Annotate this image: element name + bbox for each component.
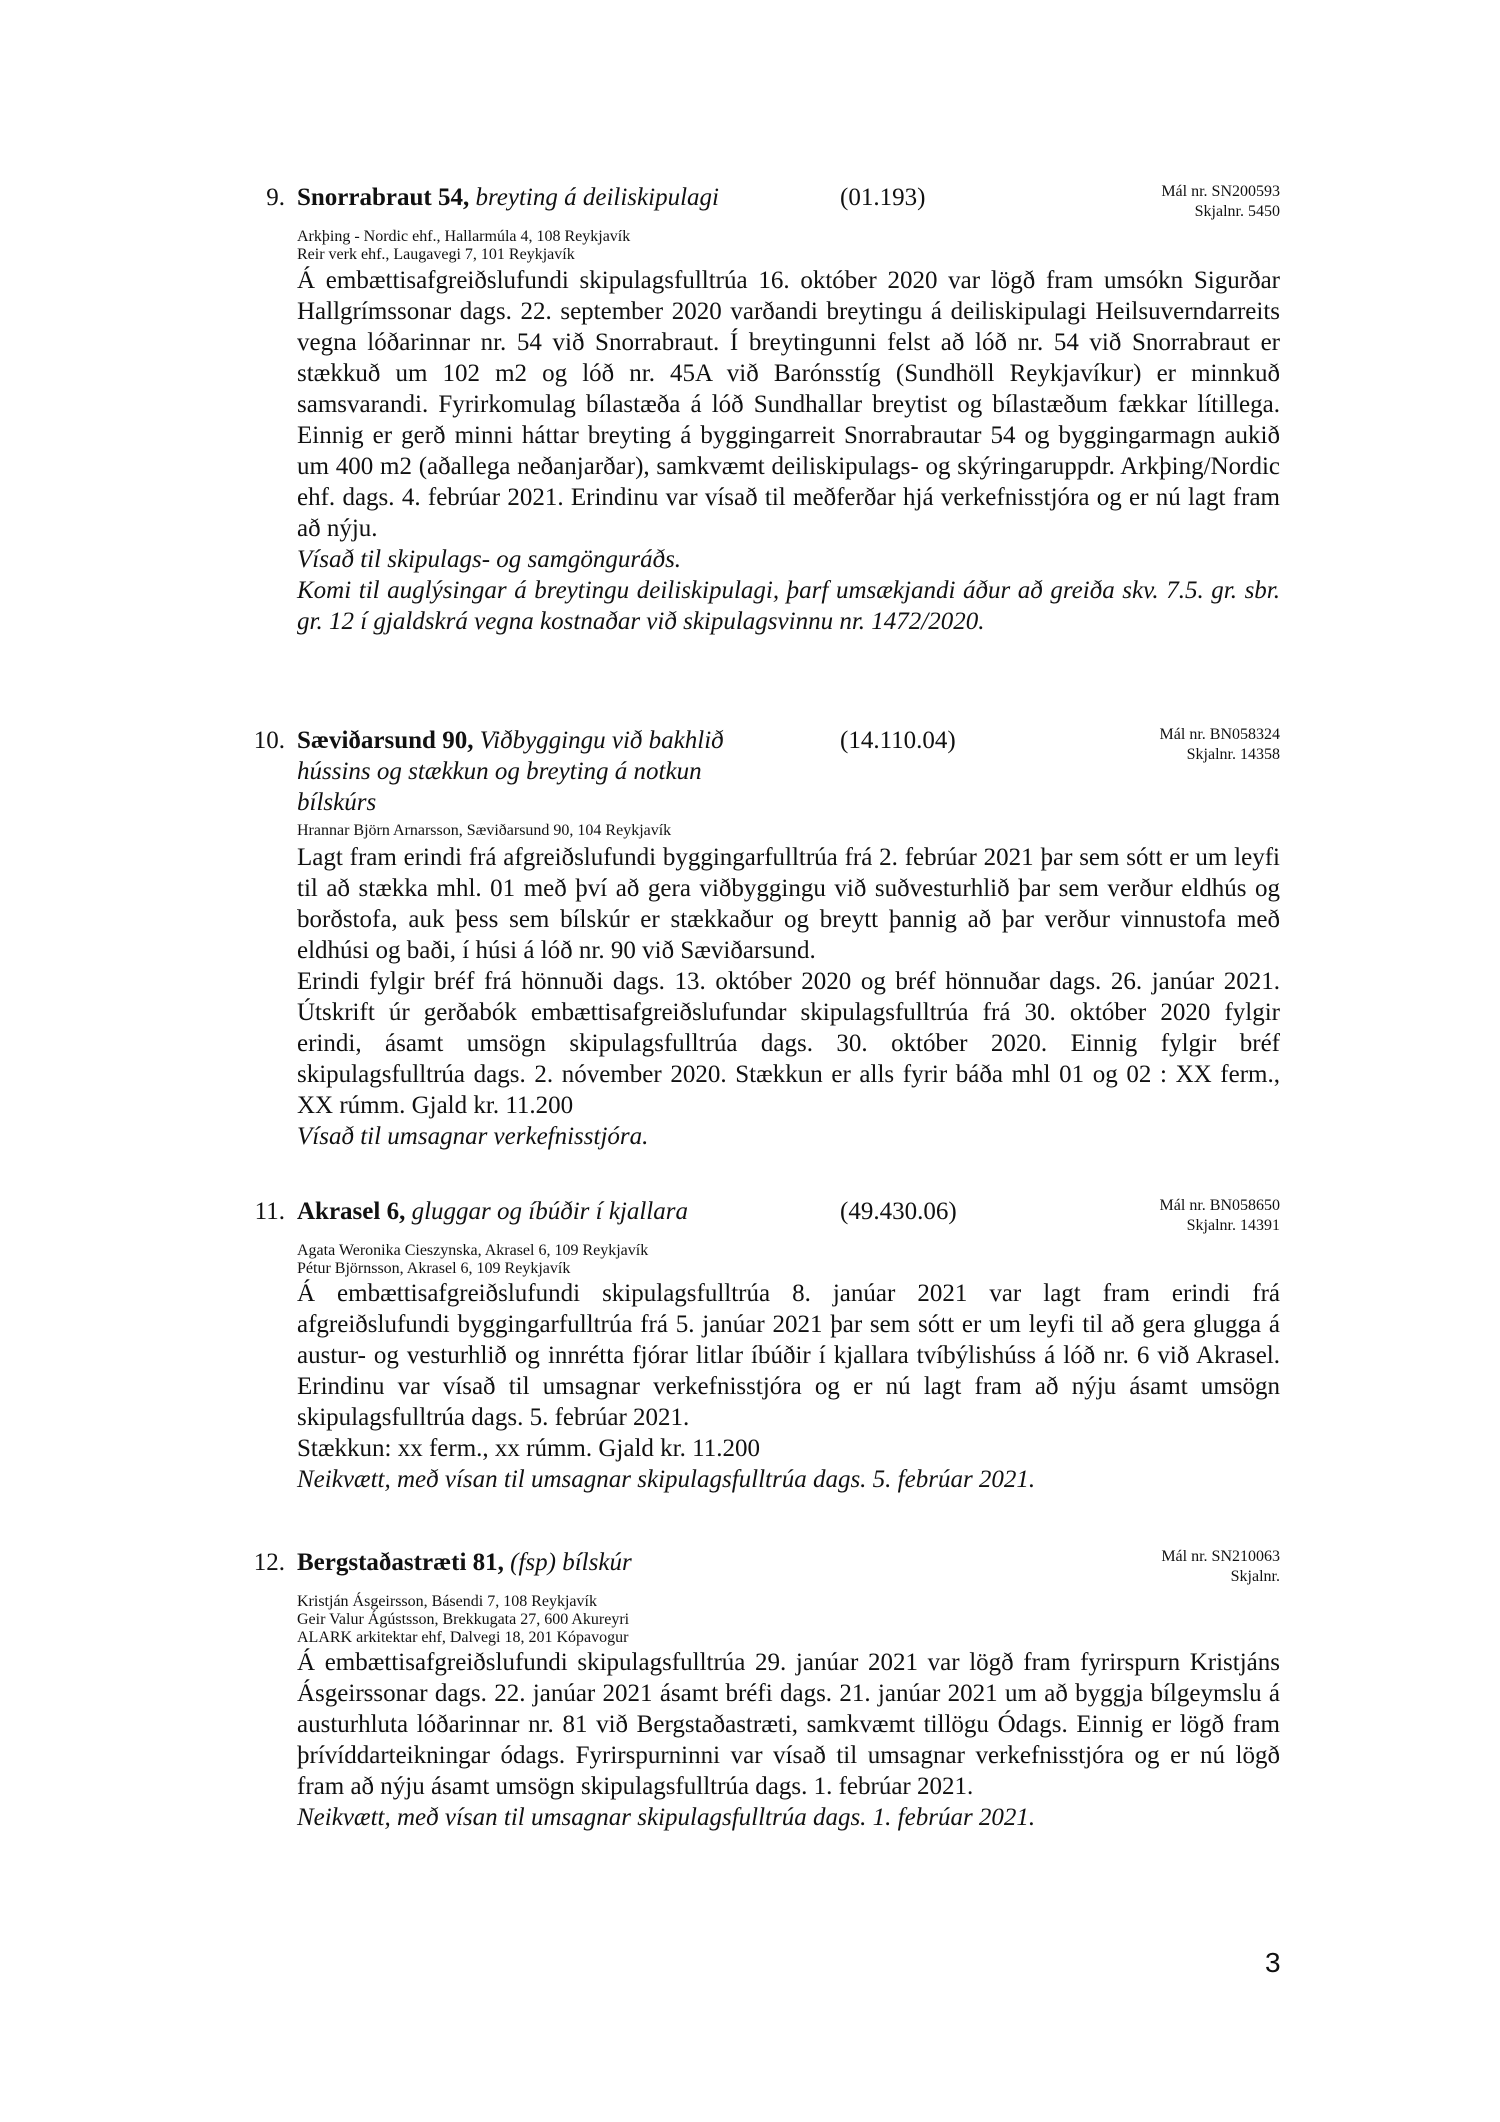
applicant: Geir Valur Ágústsson, Brekkugata 27, 600 Akureyri <box>297 1611 630 1628</box>
item-reference <box>1161 182 1280 222</box>
item-title <box>297 182 777 213</box>
item-reference <box>1160 725 1280 765</box>
item-address: Sæviðarsund 90, <box>297 727 474 754</box>
document-number: Skjalnr. 14358 <box>1186 746 1280 763</box>
item-number: 12. <box>253 1549 285 1576</box>
item-reference <box>1161 1547 1280 1587</box>
applicant-list <box>297 822 671 840</box>
item-body <box>297 265 1280 637</box>
applicant: Kristján Ásgeirsson, Básendi 7, 108 Reykjavík <box>297 1593 597 1610</box>
item-decision: Vísað til umsagnar verkefnisstjóra. <box>297 1123 649 1150</box>
item-number: 9. <box>266 184 285 211</box>
item-address: Akrasel 6, <box>297 1198 406 1225</box>
document-number: Skjalnr. <box>1230 1568 1280 1585</box>
item-address: Bergstaðastræti 81, <box>297 1549 504 1576</box>
applicant: Pétur Björnsson, Akrasel 6, 109 Reykjavík <box>297 1260 571 1277</box>
case-number: Mál nr. BN058650 <box>1159 1197 1280 1214</box>
item-paragraph: Á embættisafgreiðslufundi skipulagsfulltrúa 8. janúar 2021 var lagt fram erindi frá afgreiðslufundi byggingarfulltrúa frá 5. janúar 2021 þar sem sótt er um leyfi til að gera glugga á austur- og vesturhlið og innrétta fjórar litlar íbúðir í kjallara tvíbýlishúss á lóð nr. 6 við Akrasel. Erindinu var vísað til umsagnar verkefnisstjóra og er nú lagt fram að nýju ásamt umsögn skipulagsfulltrúa dags. 5. febrúar 2021. <box>297 1280 1280 1431</box>
item-paragraph: Stækkun: xx ferm., xx rúmm. Gjald kr. 11.200 <box>297 1435 760 1462</box>
item-number: 10. <box>253 727 285 754</box>
case-number: Mál nr. BN058324 <box>1159 726 1280 743</box>
item-subject: (fsp) bílskúr <box>510 1549 632 1576</box>
document-number: Skjalnr. 14391 <box>1186 1217 1280 1234</box>
case-number: Mál nr. SN200593 <box>1161 183 1280 200</box>
item-paragraph: Á embættisafgreiðslufundi skipulagsfulltrúa 29. janúar 2021 var lögð fram fyrirspurn Kristjáns Ásgeirssonar dags. 22. janúar 2021 ásamt bréfi dags. 21. janúar 2021 um að byggja bílgeymslu á austurhluta lóðarinnar nr. 81 við Bergstaðastræti, samkvæmt tillögu Ódags. Einnig er lögð fram þrívíddarteikningar ódags. Fyrirspurninni var vísað til umsagnar verkefnisstjóra og er nú lögð fram að nýju ásamt umsögn skipulagsfulltrúa dags. 1. febrúar 2021. <box>297 1649 1280 1800</box>
item-paragraph: Erindi fylgir bréf frá hönnuði dags. 13. október 2020 og bréf hönnuðar dags. 26. janúar 2021. Útskrift úr gerðabók embættisafgreiðslufundar skipulagsfulltrúa frá 30. október 2020 fylgir erindi, ásamt umsögn skipulagsfulltrúa dags. 30. október 2020. Einnig fylgir bréf skipulagsfulltrúa dags. 2. nóvember 2020. Stækkun er alls fyrir báða mhl 01 og 02 : XX ferm., XX rúmm. Gjald kr. 11.200 <box>297 968 1280 1119</box>
item-title <box>297 725 777 818</box>
item-code: (49.430.06) <box>840 1198 957 1225</box>
item-code: (14.110.04) <box>840 727 956 754</box>
applicant: Hrannar Björn Arnarsson, Sæviðarsund 90, 104 Reykjavík <box>297 822 672 839</box>
item-number: 11. <box>254 1198 285 1225</box>
applicant: ALARK arkitektar ehf, Dalvegi 18, 201 Kópavogur <box>297 1629 629 1646</box>
item-body <box>297 842 1280 1152</box>
item-title <box>297 1547 777 1578</box>
item-body <box>297 1647 1280 1833</box>
item-body <box>297 1278 1280 1495</box>
item-decision: Neikvætt, með vísan til umsagnar skipulagsfulltrúa dags. 1. febrúar 2021. <box>297 1804 1036 1831</box>
item-subject: breyting á deiliskipulagi <box>475 184 719 211</box>
item-decision: Neikvætt, með vísan til umsagnar skipulagsfulltrúa dags. 5. febrúar 2021. <box>297 1466 1036 1493</box>
case-number: Mál nr. SN210063 <box>1161 1548 1280 1565</box>
page-number: 3 <box>1265 1947 1281 1978</box>
applicant-list <box>297 1593 629 1647</box>
item-decision: Komi til auglýsingar á breytingu deiliskipulagi, þarf umsækjandi áður að greiða skv. 7.5. gr. sbr. gr. 12 í gjaldskrá vegna kostnaðar við skipulagsvinnu nr. 1472/2020. <box>297 577 1280 635</box>
item-subject: gluggar og íbúðir í kjallara <box>411 1198 688 1225</box>
item-paragraph: Á embættisafgreiðslufundi skipulagsfulltrúa 16. október 2020 var lögð fram umsókn Sigurðar Hallgrímssonar dags. 22. september 2020 varðandi breytingu á deiliskipulagi Heilsuverndarreits vegna lóðarinnar nr. 54 við Snorrabraut. Í breytingunni felst að lóð nr. 54 við Snorrabraut er stækkuð um 102 m2 og lóð nr. 45A við Barónsstíg (Sundhöll Reykjavíkur) er minnkuð samsvarandi. Fyrirkomulag bílastæða á lóð Sundhallar breytist og bílastæðum fækkar lítillega. Einnig er gerð minni háttar breyting á byggingarreit Snorrabrautar 54 og byggingarmagn aukið um 400 m2 (aðallega neðanjarðar), samkvæmt deiliskipulags- og skýringaruppdr. Arkþing/Nordic ehf. dags. 4. febrúar 2021. Erindinu var vísað til meðferðar hjá verkefnisstjóra og er nú lagt fram að nýju. <box>297 267 1280 542</box>
applicant-list <box>297 1242 648 1278</box>
item-reference <box>1160 1196 1280 1236</box>
item-decision: Vísað til skipulags- og samgönguráðs. <box>297 546 682 573</box>
applicant: Arkþing - Nordic ehf., Hallarmúla 4, 108 Reykjavík <box>297 228 631 245</box>
applicant: Reir verk ehf., Laugavegi 7, 101 Reykjavík <box>297 246 575 263</box>
item-code: (01.193) <box>840 184 926 211</box>
item-address: Snorrabraut 54, <box>297 184 470 211</box>
applicant: Agata Weronika Cieszynska, Akrasel 6, 109 Reykjavík <box>297 1242 649 1259</box>
item-paragraph: Lagt fram erindi frá afgreiðslufundi byggingarfulltrúa frá 2. febrúar 2021 þar sem sótt er um leyfi til að stækka mhl. 01 með því að gera viðbyggingu við suðvesturhlið þar sem verður eldhús og borðstofa, auk þess sem bílskúr er stækkaður og breytt þannig að þar verður vinnustofa með eldhúsi og baði, í húsi á lóð nr. 90 við Sæviðarsund. <box>297 844 1280 964</box>
document-number: Skjalnr. 5450 <box>1194 203 1280 220</box>
item-subject: Viðbyggingu við bakhlið hússins og stækkun og breyting á notkun bílskúrs <box>297 727 724 816</box>
item-title <box>297 1196 777 1227</box>
applicant-list <box>297 228 630 264</box>
